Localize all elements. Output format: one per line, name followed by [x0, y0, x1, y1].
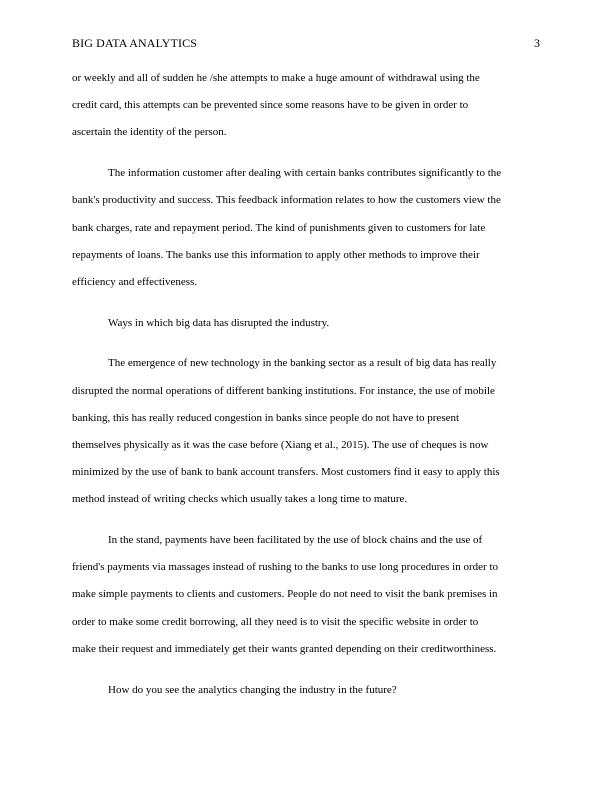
- text-line: make simple payments to clients and customers. People do not need to visit the bank premises in: [72, 588, 498, 601]
- text-line: ascertain the identity of the person.: [72, 126, 227, 139]
- text-line: The information customer after dealing with certain banks contributes significantly to the: [108, 167, 502, 180]
- paragraph-customer-information: [72, 160, 542, 296]
- text-line: friend's payments via massages instead of rushing to the banks to use long procedures in order to: [72, 561, 498, 574]
- text-line: bank's productivity and success. This feedback information relates to how the customers view the: [72, 194, 501, 207]
- text-line: Ways in which big data has disrupted the industry.: [108, 316, 330, 329]
- text-line: minimized by the use of bank to bank account transfers. Most customers find it easy to apply this: [72, 466, 500, 479]
- section-heading-future: [72, 677, 542, 704]
- text-line: credit card, this attempts can be prevented since some reasons have to be given in order to: [72, 99, 469, 112]
- text-line: The emergence of new technology in the banking sector as a result of big data has really: [108, 357, 497, 370]
- text-line: method instead of writing checks which usually takes a long time to mature.: [72, 493, 408, 506]
- text-line: In the stand, payments have been facilitated by the use of block chains and the use of: [108, 534, 483, 547]
- text-line: efficiency and effectiveness.: [72, 275, 198, 288]
- text-line: make their request and immediately get their wants granted depending on their creditworthiness.: [72, 642, 497, 655]
- running-head: BIG DATA ANALYTICS: [72, 36, 197, 50]
- paragraph-new-technology: [72, 350, 542, 513]
- section-heading-disruption: [72, 310, 542, 337]
- text-line: order to make some credit borrowing, all they need is to visit the specific website in order to: [72, 615, 479, 628]
- paragraph-payments: [72, 527, 542, 663]
- text-line: disrupted the normal operations of different banking institutions. For instance, the use of mobile: [72, 384, 495, 397]
- text-line: How do you see the analytics changing the industry in the future?: [108, 683, 397, 696]
- text-line: repayments of loans. The banks use this information to apply other methods to improve their: [72, 248, 480, 261]
- text-line: themselves physically as it was the case before (Xiang et al., 2015). The use of cheques is now: [72, 438, 489, 451]
- document-body: [72, 65, 542, 717]
- paragraph-continuation: [72, 65, 542, 147]
- text-line: banking, this has really reduced congestion in banks since people do not have to present: [72, 411, 460, 424]
- text-line: or weekly and all of sudden he /she attempts to make a huge amount of withdrawal using the: [72, 72, 480, 84]
- text-line: bank charges, rate and repayment period. The kind of punishments given to customers for late: [72, 221, 486, 234]
- page-number: 3: [534, 36, 540, 50]
